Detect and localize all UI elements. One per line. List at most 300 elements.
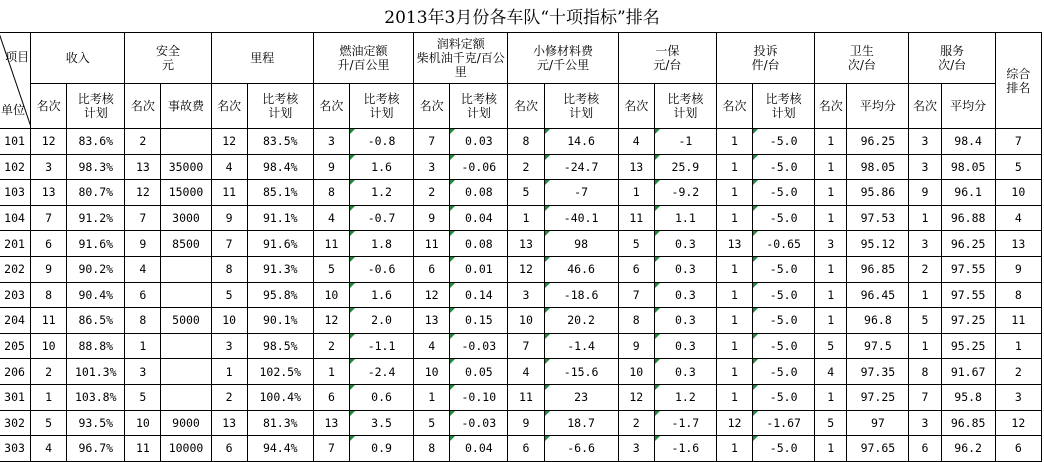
corner-item-label: 项目 bbox=[5, 50, 30, 64]
data-cell: 5 bbox=[313, 256, 349, 282]
data-cell: -5.0 bbox=[753, 308, 815, 334]
data-cell: 6 bbox=[995, 436, 1041, 462]
data-cell: 96.88 bbox=[941, 205, 995, 231]
data-cell: -0.03 bbox=[450, 333, 508, 359]
data-cell: -15.6 bbox=[544, 359, 618, 385]
data-cell: 12 bbox=[995, 410, 1041, 436]
data-cell: 7 bbox=[909, 384, 941, 410]
data-cell: 1 bbox=[909, 205, 941, 231]
data-cell: 4 bbox=[313, 205, 349, 231]
unit-cell: 302 bbox=[0, 410, 31, 436]
data-cell bbox=[161, 282, 211, 308]
data-cell bbox=[161, 129, 211, 155]
data-cell: 6 bbox=[31, 231, 67, 257]
data-cell: 11 bbox=[414, 231, 450, 257]
group-header-10: 综合 排名 bbox=[995, 33, 1041, 129]
data-cell: 3 bbox=[618, 436, 654, 462]
data-cell: 0.14 bbox=[450, 282, 508, 308]
sub-header-2: 名次 bbox=[125, 84, 161, 129]
data-cell: 1.8 bbox=[349, 231, 413, 257]
data-cell: 1.6 bbox=[349, 282, 413, 308]
data-cell: 91.2% bbox=[67, 205, 125, 231]
data-cell: 4 bbox=[414, 333, 450, 359]
data-cell: -5.0 bbox=[753, 384, 815, 410]
sub-header-0: 名次 bbox=[31, 84, 67, 129]
group-header-7: 投诉 件/台 bbox=[716, 33, 814, 84]
data-cell: 95.86 bbox=[847, 180, 909, 206]
data-cell: 13 bbox=[995, 231, 1041, 257]
data-cell: 1 bbox=[815, 205, 847, 231]
data-cell: 0.04 bbox=[450, 436, 508, 462]
data-cell: -1.1 bbox=[349, 333, 413, 359]
data-cell: 10 bbox=[31, 333, 67, 359]
data-cell: 3 bbox=[125, 359, 161, 385]
data-cell: 1 bbox=[716, 333, 752, 359]
data-cell: 6 bbox=[508, 436, 544, 462]
sub-header-6: 名次 bbox=[313, 84, 349, 129]
data-cell: 10 bbox=[211, 308, 247, 334]
data-cell: 96.8 bbox=[847, 308, 909, 334]
data-cell: 0.3 bbox=[654, 359, 716, 385]
data-cell: 23 bbox=[544, 384, 618, 410]
data-cell: 91.3% bbox=[247, 256, 313, 282]
data-cell: 11 bbox=[125, 436, 161, 462]
data-cell: 13 bbox=[31, 180, 67, 206]
data-cell: -5.0 bbox=[753, 282, 815, 308]
sub-header-4: 名次 bbox=[211, 84, 247, 129]
unit-cell: 203 bbox=[0, 282, 31, 308]
sub-header-7: 比考核 计划 bbox=[349, 84, 413, 129]
data-cell: 1 bbox=[31, 384, 67, 410]
data-cell: -5.0 bbox=[753, 205, 815, 231]
data-cell: -5.0 bbox=[753, 359, 815, 385]
data-cell: 1.6 bbox=[349, 154, 413, 180]
data-cell: 11 bbox=[211, 180, 247, 206]
data-cell: 0.08 bbox=[450, 180, 508, 206]
data-cell: 10 bbox=[414, 359, 450, 385]
sub-header-3: 事故费 bbox=[161, 84, 211, 129]
data-cell: 6 bbox=[313, 384, 349, 410]
data-cell: 1 bbox=[909, 282, 941, 308]
data-cell: 3 bbox=[909, 129, 941, 155]
data-cell: 86.5% bbox=[67, 308, 125, 334]
data-cell: 6 bbox=[909, 436, 941, 462]
data-cell: 1 bbox=[815, 180, 847, 206]
table-row bbox=[0, 282, 1042, 308]
data-cell: 103.8% bbox=[67, 384, 125, 410]
data-cell: -5.0 bbox=[753, 129, 815, 155]
data-cell: 7 bbox=[414, 129, 450, 155]
data-cell bbox=[161, 359, 211, 385]
unit-cell: 104 bbox=[0, 205, 31, 231]
data-cell: 9 bbox=[508, 410, 544, 436]
unit-cell: 204 bbox=[0, 308, 31, 334]
data-cell: 1 bbox=[815, 154, 847, 180]
sub-header-12: 名次 bbox=[618, 84, 654, 129]
group-header-3: 燃油定额 升/百公里 bbox=[313, 33, 413, 84]
data-cell bbox=[161, 333, 211, 359]
data-cell bbox=[161, 256, 211, 282]
data-cell: 3 bbox=[211, 333, 247, 359]
data-cell: -9.2 bbox=[654, 180, 716, 206]
data-cell: 2 bbox=[508, 154, 544, 180]
data-cell: 1 bbox=[716, 180, 752, 206]
data-cell: -24.7 bbox=[544, 154, 618, 180]
sub-header-13: 比考核 计划 bbox=[654, 84, 716, 129]
unit-cell: 201 bbox=[0, 231, 31, 257]
data-cell: 1 bbox=[211, 359, 247, 385]
data-cell: 97 bbox=[847, 410, 909, 436]
data-cell: 3 bbox=[909, 154, 941, 180]
data-cell: -1 bbox=[654, 129, 716, 155]
data-cell: 12 bbox=[414, 282, 450, 308]
data-cell: 1 bbox=[716, 436, 752, 462]
sub-header-14: 名次 bbox=[716, 84, 752, 129]
group-header-0: 收入 bbox=[31, 33, 125, 84]
data-cell: 0.05 bbox=[450, 359, 508, 385]
data-cell: 11 bbox=[618, 205, 654, 231]
data-cell: 2 bbox=[31, 359, 67, 385]
data-cell: 7 bbox=[313, 436, 349, 462]
data-cell: 96.45 bbox=[847, 282, 909, 308]
data-cell: 7 bbox=[125, 205, 161, 231]
data-cell: 12 bbox=[211, 129, 247, 155]
data-cell: 0.04 bbox=[450, 205, 508, 231]
data-cell: -6.6 bbox=[544, 436, 618, 462]
data-cell: 1 bbox=[716, 384, 752, 410]
data-cell: 10 bbox=[508, 308, 544, 334]
data-cell: 12 bbox=[313, 308, 349, 334]
data-cell: 98.5% bbox=[247, 333, 313, 359]
data-cell: 1 bbox=[125, 333, 161, 359]
data-cell: 0.08 bbox=[450, 231, 508, 257]
group-header-5: 小修材料费 元/千公里 bbox=[508, 33, 618, 84]
data-cell: 9 bbox=[618, 333, 654, 359]
table-row bbox=[0, 333, 1042, 359]
group-header-6: 一保 元/台 bbox=[618, 33, 716, 84]
data-cell: 1 bbox=[716, 129, 752, 155]
data-cell: 0.03 bbox=[450, 129, 508, 155]
table-row bbox=[0, 384, 1042, 410]
unit-cell: 103 bbox=[0, 180, 31, 206]
data-cell: 97.25 bbox=[847, 384, 909, 410]
data-cell: 5000 bbox=[161, 308, 211, 334]
data-cell: 12 bbox=[508, 256, 544, 282]
data-cell: 1 bbox=[508, 205, 544, 231]
data-cell: 9 bbox=[909, 180, 941, 206]
data-cell: -0.03 bbox=[450, 410, 508, 436]
table-row bbox=[0, 129, 1042, 155]
data-cell: 1 bbox=[716, 256, 752, 282]
data-cell: 13 bbox=[313, 410, 349, 436]
data-cell: 97.35 bbox=[847, 359, 909, 385]
data-cell: 2.0 bbox=[349, 308, 413, 334]
data-cell: 95.25 bbox=[941, 333, 995, 359]
group-header-1: 安全 元 bbox=[125, 33, 211, 84]
data-cell: 10 bbox=[313, 282, 349, 308]
data-cell: 12 bbox=[125, 180, 161, 206]
data-cell: 5 bbox=[508, 180, 544, 206]
data-cell: 8 bbox=[313, 180, 349, 206]
data-cell: 3 bbox=[508, 282, 544, 308]
data-cell: 8 bbox=[414, 436, 450, 462]
data-cell: 5 bbox=[909, 308, 941, 334]
data-cell: 1 bbox=[716, 205, 752, 231]
data-cell: 9 bbox=[31, 256, 67, 282]
data-cell: 1.1 bbox=[654, 205, 716, 231]
data-cell: 12 bbox=[716, 410, 752, 436]
data-cell: 97.55 bbox=[941, 282, 995, 308]
data-cell: 98.05 bbox=[847, 154, 909, 180]
data-cell: 46.6 bbox=[544, 256, 618, 282]
data-cell: 1 bbox=[815, 308, 847, 334]
data-cell: 83.5% bbox=[247, 129, 313, 155]
sub-header-17: 平均分 bbox=[847, 84, 909, 129]
group-header-9: 服务 次/台 bbox=[909, 33, 995, 84]
data-cell: 1 bbox=[815, 384, 847, 410]
data-cell: 4 bbox=[995, 205, 1041, 231]
data-cell: -5.0 bbox=[753, 154, 815, 180]
data-cell: 4 bbox=[125, 256, 161, 282]
data-cell: 97.65 bbox=[847, 436, 909, 462]
data-cell: 81.3% bbox=[247, 410, 313, 436]
data-cell: 96.25 bbox=[847, 129, 909, 155]
data-cell: -7 bbox=[544, 180, 618, 206]
data-cell: 95.8% bbox=[247, 282, 313, 308]
table-row bbox=[0, 359, 1042, 385]
data-cell: -0.10 bbox=[450, 384, 508, 410]
sub-header-1: 比考核 计划 bbox=[67, 84, 125, 129]
data-cell: 7 bbox=[995, 129, 1041, 155]
data-cell: 98.05 bbox=[941, 154, 995, 180]
unit-cell: 303 bbox=[0, 436, 31, 462]
data-cell: 0.15 bbox=[450, 308, 508, 334]
page-title: 2013年3月份各车队“十项指标”排名 bbox=[384, 8, 660, 28]
data-cell: 5 bbox=[815, 333, 847, 359]
sub-header-11: 比考核 计划 bbox=[544, 84, 618, 129]
data-cell: 4 bbox=[815, 359, 847, 385]
data-cell: -2.4 bbox=[349, 359, 413, 385]
data-cell: 93.5% bbox=[67, 410, 125, 436]
data-cell: 13 bbox=[508, 231, 544, 257]
data-cell: 0.3 bbox=[654, 282, 716, 308]
data-cell: 5 bbox=[995, 154, 1041, 180]
data-cell: -0.7 bbox=[349, 205, 413, 231]
data-cell: 83.6% bbox=[67, 129, 125, 155]
data-cell: 20.2 bbox=[544, 308, 618, 334]
table-row bbox=[0, 308, 1042, 334]
data-cell: 90.1% bbox=[247, 308, 313, 334]
data-cell: 1 bbox=[995, 333, 1041, 359]
data-cell: 9000 bbox=[161, 410, 211, 436]
data-cell: 1 bbox=[909, 333, 941, 359]
data-cell: 13 bbox=[716, 231, 752, 257]
data-cell: 3 bbox=[909, 410, 941, 436]
data-cell: 4 bbox=[618, 129, 654, 155]
data-cell: 97.25 bbox=[941, 308, 995, 334]
data-cell: 1 bbox=[313, 359, 349, 385]
data-cell: 3 bbox=[995, 384, 1041, 410]
data-cell: 2 bbox=[909, 256, 941, 282]
data-cell: 91.6% bbox=[67, 231, 125, 257]
data-cell: -1.7 bbox=[654, 410, 716, 436]
data-cell: 3.5 bbox=[349, 410, 413, 436]
data-cell: 5 bbox=[815, 410, 847, 436]
data-cell: -18.6 bbox=[544, 282, 618, 308]
data-cell: 0.3 bbox=[654, 333, 716, 359]
data-cell: 0.6 bbox=[349, 384, 413, 410]
table-row bbox=[0, 436, 1042, 462]
data-cell: 18.7 bbox=[544, 410, 618, 436]
data-cell: 4 bbox=[508, 359, 544, 385]
unit-cell: 102 bbox=[0, 154, 31, 180]
data-cell: 97.55 bbox=[941, 256, 995, 282]
ranking-table bbox=[0, 32, 1042, 462]
data-cell: -0.06 bbox=[450, 154, 508, 180]
data-cell: 7 bbox=[31, 205, 67, 231]
data-cell: 6 bbox=[125, 282, 161, 308]
unit-cell: 206 bbox=[0, 359, 31, 385]
group-header-2: 里程 bbox=[211, 33, 313, 84]
data-cell: 11 bbox=[313, 231, 349, 257]
data-cell: 2 bbox=[995, 359, 1041, 385]
data-cell: 10 bbox=[125, 410, 161, 436]
data-cell: 98.3% bbox=[67, 154, 125, 180]
data-cell: -0.8 bbox=[349, 129, 413, 155]
data-cell: 95.8 bbox=[941, 384, 995, 410]
data-cell: 12 bbox=[31, 129, 67, 155]
data-cell: 13 bbox=[211, 410, 247, 436]
data-cell: 3 bbox=[31, 154, 67, 180]
unit-cell: 202 bbox=[0, 256, 31, 282]
data-cell: 96.1 bbox=[941, 180, 995, 206]
data-cell: 96.85 bbox=[941, 410, 995, 436]
data-cell: 8500 bbox=[161, 231, 211, 257]
data-cell: 85.1% bbox=[247, 180, 313, 206]
data-cell: 96.7% bbox=[67, 436, 125, 462]
data-cell: -5.0 bbox=[753, 256, 815, 282]
data-cell: 8 bbox=[995, 282, 1041, 308]
data-cell: 2 bbox=[125, 129, 161, 155]
data-cell: 91.6% bbox=[247, 231, 313, 257]
data-cell: 6 bbox=[211, 436, 247, 462]
data-cell bbox=[161, 384, 211, 410]
data-cell: 13 bbox=[125, 154, 161, 180]
sub-header-5: 比考核 计划 bbox=[247, 84, 313, 129]
data-cell: 3 bbox=[414, 154, 450, 180]
data-cell: 2 bbox=[414, 180, 450, 206]
data-cell: 9 bbox=[995, 256, 1041, 282]
sub-header-10: 名次 bbox=[508, 84, 544, 129]
data-cell: 101.3% bbox=[67, 359, 125, 385]
data-cell: 91.1% bbox=[247, 205, 313, 231]
data-cell: 5 bbox=[125, 384, 161, 410]
data-cell: 5 bbox=[618, 231, 654, 257]
data-cell: 1 bbox=[716, 282, 752, 308]
sub-header-18: 名次 bbox=[909, 84, 941, 129]
data-cell: 9 bbox=[313, 154, 349, 180]
sub-header-16: 名次 bbox=[815, 84, 847, 129]
data-cell: 5 bbox=[211, 282, 247, 308]
data-cell: 3 bbox=[909, 231, 941, 257]
data-cell: 1 bbox=[716, 359, 752, 385]
data-cell: 15000 bbox=[161, 180, 211, 206]
data-cell: 8 bbox=[909, 359, 941, 385]
data-cell: -5.0 bbox=[753, 333, 815, 359]
data-cell: 2 bbox=[313, 333, 349, 359]
data-cell: 96.85 bbox=[847, 256, 909, 282]
data-cell: 0.9 bbox=[349, 436, 413, 462]
corner-unit-label: 单位 bbox=[1, 103, 26, 117]
data-cell: 12 bbox=[618, 384, 654, 410]
data-cell: 2 bbox=[211, 384, 247, 410]
data-cell: 14.6 bbox=[544, 129, 618, 155]
data-cell: 96.2 bbox=[941, 436, 995, 462]
data-cell: -0.6 bbox=[349, 256, 413, 282]
data-cell: 9 bbox=[125, 231, 161, 257]
data-cell: 11 bbox=[995, 308, 1041, 334]
table-row bbox=[0, 256, 1042, 282]
data-cell: 97.53 bbox=[847, 205, 909, 231]
data-cell: 35000 bbox=[161, 154, 211, 180]
table-row bbox=[0, 205, 1042, 231]
data-cell: 1 bbox=[414, 384, 450, 410]
data-cell: 98.4% bbox=[247, 154, 313, 180]
data-cell: 91.67 bbox=[941, 359, 995, 385]
data-cell: 98 bbox=[544, 231, 618, 257]
group-header-8: 卫生 次/台 bbox=[815, 33, 909, 84]
data-cell: 102.5% bbox=[247, 359, 313, 385]
sub-header-9: 比考核 计划 bbox=[450, 84, 508, 129]
sub-header-8: 名次 bbox=[414, 84, 450, 129]
data-cell: 13 bbox=[414, 308, 450, 334]
data-cell: 97.5 bbox=[847, 333, 909, 359]
data-cell: 90.4% bbox=[67, 282, 125, 308]
data-cell: 1 bbox=[815, 282, 847, 308]
data-cell: 25.9 bbox=[654, 154, 716, 180]
table-row bbox=[0, 231, 1042, 257]
data-cell: 1 bbox=[716, 154, 752, 180]
data-cell: 1 bbox=[618, 180, 654, 206]
data-cell: 5 bbox=[31, 410, 67, 436]
data-cell: 3 bbox=[815, 231, 847, 257]
data-cell: 9 bbox=[414, 205, 450, 231]
data-cell: 10 bbox=[618, 359, 654, 385]
data-cell: 90.2% bbox=[67, 256, 125, 282]
data-cell: 96.25 bbox=[941, 231, 995, 257]
data-cell: 4 bbox=[211, 154, 247, 180]
data-cell: -5.0 bbox=[753, 436, 815, 462]
data-cell: -1.4 bbox=[544, 333, 618, 359]
data-cell: 11 bbox=[31, 308, 67, 334]
data-cell: -0.65 bbox=[753, 231, 815, 257]
group-header-4: 润料定额 柴机油千克/百公里 bbox=[414, 33, 508, 84]
data-cell: 6 bbox=[618, 256, 654, 282]
data-cell: 100.4% bbox=[247, 384, 313, 410]
data-cell: 3 bbox=[313, 129, 349, 155]
data-cell: 2 bbox=[618, 410, 654, 436]
data-cell: 0.01 bbox=[450, 256, 508, 282]
data-cell: 5 bbox=[414, 410, 450, 436]
data-cell: 8 bbox=[31, 282, 67, 308]
data-cell: 9 bbox=[211, 205, 247, 231]
data-cell: 1.2 bbox=[654, 384, 716, 410]
unit-cell: 101 bbox=[0, 129, 31, 155]
data-cell: 7 bbox=[618, 282, 654, 308]
data-cell: 1 bbox=[716, 308, 752, 334]
data-cell: 98.4 bbox=[941, 129, 995, 155]
data-cell: 7 bbox=[211, 231, 247, 257]
